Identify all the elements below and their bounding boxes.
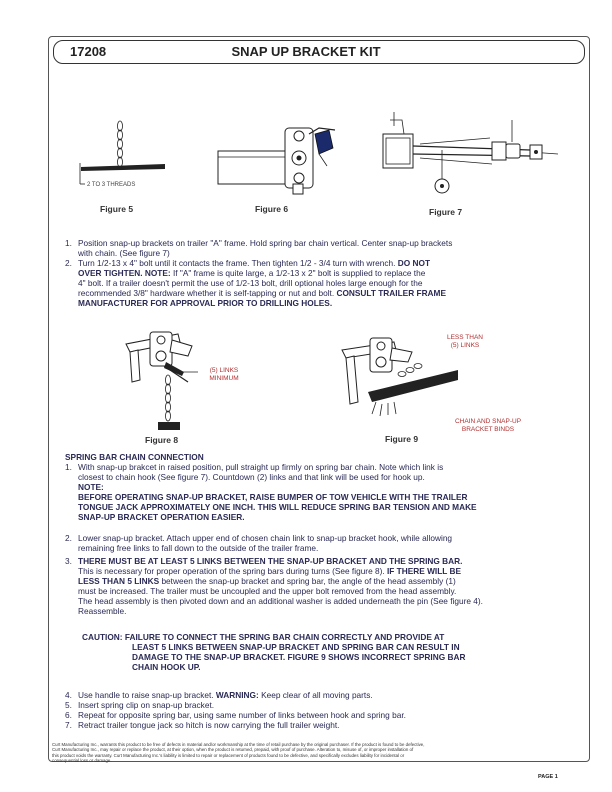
step-text: Position snap-up brackets on trailer "A" frame. Hold spring bar chain vertical. Center snap-up brackets [78, 238, 453, 248]
figure-8-callout [202, 367, 246, 382]
callout-line: (5) LINKS [209, 367, 239, 374]
step-warning: DO NOT [397, 258, 431, 268]
step-number: 6. [65, 710, 72, 720]
figure-7-caption: Figure 7 [429, 207, 463, 217]
step-text: The head assembly is then pivoted down and an additional washer is added underneath the pin (See figure 4). [78, 596, 483, 606]
step-4 [65, 690, 585, 700]
step-text: must be increased. The trailer must be uncoupled and the upper bolt removed from the head assembly. [78, 586, 457, 596]
page-title: SNAP UP BRACKET KIT [231, 44, 381, 59]
step-number: 2. [65, 258, 72, 268]
figure-9-callout-bottom [448, 418, 528, 433]
figure-6-caption: Figure 6 [255, 204, 289, 214]
figure-6-illustration [215, 118, 340, 198]
step-text: with chain. (See figure 7) [78, 248, 170, 258]
callout-line: CHAIN AND SNAP-UP [454, 418, 522, 425]
step-number: 5. [65, 700, 72, 710]
final-steps [65, 690, 585, 730]
step-6 [65, 710, 585, 720]
warranty-footer [52, 742, 592, 764]
instruction-step-1 [65, 238, 575, 258]
step-text: closest to chain hook (See figure 7). Countdown (2) links and that link will be used for hook up. [78, 472, 425, 482]
step-number: 1. [65, 238, 72, 248]
step-text: This is necessary for proper operation of the spring bars during turns (See figure 8). [78, 566, 387, 576]
section-heading: SPRING BAR CHAIN CONNECTION [65, 452, 204, 462]
step-number: 7. [65, 720, 72, 730]
step-7 [65, 720, 585, 730]
step-number: 3. [65, 556, 72, 566]
chain [166, 375, 171, 421]
step-text: between the snap-up bracket and spring bar, the angle of the head assembly (1) [159, 576, 456, 586]
step-warning: IF THERE WILL BE [386, 566, 462, 576]
step-text: Turn 1/2-13 x 4" bolt until it contacts the frame. Then tighten 1/2 - 3/4 turn with wrench. [78, 258, 398, 268]
step-text: recommended 3/8" hardware whether it is self-tapping or nut and bolt. [78, 288, 337, 298]
callout-line: (5) LINKS [450, 341, 480, 349]
page-number: PAGE 1 [538, 774, 558, 780]
caution-block [82, 632, 582, 672]
step-text: Retract trailer tongue jack so hitch is now carrying the full trailer weight. [78, 720, 340, 730]
caution-text: DAMAGE TO THE SNAP-UP BRACKET. FIGURE 9 SHOWS INCORRECT SPRING BAR [132, 652, 466, 662]
caution-text: LEAST 5 LINKS BETWEEN SNAP-UP BRACKET AND SPRING BAR CAN RESULT IN [132, 642, 460, 652]
step-text: 4" bolt. If a trailer doesn't permit the use of 1/2-13 bolt, drill optional holes large enough for the [78, 278, 423, 288]
step-text: Reassemble. [78, 606, 127, 616]
figure-7-illustration [380, 112, 562, 204]
step-text: With snap-up brakcet in raised position, pull straight up firmly on spring bar chain. Note which link is [78, 462, 444, 472]
step-5 [65, 700, 585, 710]
step-text: Keep clear of all moving parts. [258, 690, 373, 700]
note-text: SNAP-UP BRACKET OPERATION EASIER. [78, 512, 245, 522]
note-text: TONGUE JACK APPROXIMATELY ONE INCH. THIS WILL REDUCE SPRING BAR TENSION AND MAKE [78, 502, 477, 512]
figure-8-caption: Figure 8 [145, 435, 179, 445]
step-warning: WARNING: [215, 690, 259, 700]
caution-text: CHAIN HOOK UP. [132, 662, 201, 672]
footer-line: this product voids the warranty. Curt Manufacturing Inc.'s liability is limited to repair or replacement of products found to be defective, and specifically excludes liability for incidental or [52, 752, 405, 758]
chain [398, 364, 422, 377]
callout-line: BRACKET BINDS [461, 425, 515, 433]
step-warning: MANUFACTURER FOR APPROVAL PRIOR TO DRILLING HOLES. [78, 298, 333, 308]
figure-9-callout-top [440, 334, 490, 349]
step-warning: CONSULT TRAILER FRAME [336, 288, 446, 298]
footer-line: Curt Manufacturing Inc., may repair or replace the product, at their option, when the product is returned, prepaid, with proof of purchase. Alteration to, misuse of, or improper installation of [52, 747, 414, 753]
step-warning: THERE MUST BE AT LEAST 5 LINKS BETWEEN THE SNAP-UP BRACKET AND THE SPRING BAR. [78, 556, 463, 566]
connection-step-3 [65, 556, 590, 616]
step-text: Use handle to raise snap-up bracket. [78, 690, 216, 700]
footer-line: Curt Manufacturing Inc., warrants this product to be free of defects in material and/or workmanship at the time of retail purchase by the original purchaser. If the product is found to be defective, [52, 742, 425, 747]
step-number: 4. [65, 690, 72, 700]
figure-5-note: 2 TO 3 THREADS [87, 182, 136, 188]
step-text: remaining free links to fall down to the outside of the trailer frame. [78, 543, 319, 553]
chain [118, 121, 123, 167]
step-number: 2. [65, 533, 72, 543]
caution-text: CAUTION: FAILURE TO CONNECT THE SPRING BAR CHAIN CORRECTLY AND PROVIDE AT [82, 632, 445, 642]
footer-line: consequential loss or damage. [52, 758, 112, 764]
instruction-step-2 [65, 258, 585, 308]
step-text: If "A" frame is quite large, a 1/2-13 x 2" bolt is supplied to replace the [170, 268, 426, 278]
callout-line: MINIMUM [209, 374, 239, 382]
figure-5-caption: Figure 5 [100, 204, 134, 214]
step-warning: LESS THAN 5 LINKS [78, 576, 160, 586]
callout-line: LESS THAN [446, 334, 483, 341]
step-number: 1. [65, 462, 72, 472]
step-text: Lower snap-up bracket. Attach upper end of chosen chain link to snap-up bracket hook, while allowing [78, 533, 453, 543]
note-text: BEFORE OPERATING SNAP-UP BRACKET, RAISE BUMPER OF TOW VEHICLE WITH THE TRAILER [78, 492, 468, 502]
connection-step-1 [65, 462, 585, 522]
part-number: 17208 [70, 44, 107, 59]
figure-9-caption: Figure 9 [385, 434, 419, 444]
step-warning: OVER TIGHTEN. NOTE: [78, 268, 171, 278]
step-text: Repeat for opposite spring bar, using same number of links between hook and spring bar. [78, 710, 406, 720]
connection-step-2 [65, 533, 585, 553]
note-label: NOTE: [78, 482, 104, 492]
step-text: Insert spring clip on snap-up bracket. [78, 700, 215, 710]
